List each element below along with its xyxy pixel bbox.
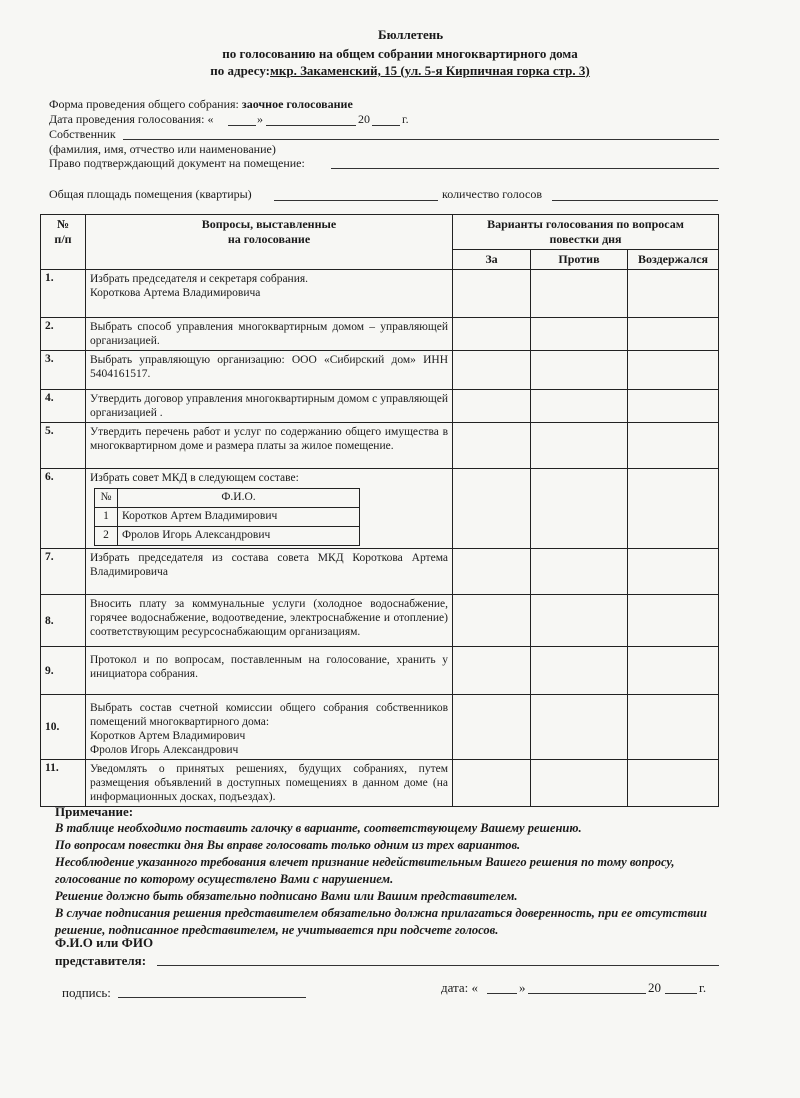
vote-za-cell[interactable] [453,549,531,595]
row-question: Уведомлять о принятых решениях, будущих собраниях, путем размещения объявлений в доступных помещениях в данном доме (на информационных досках, подъездах). [86,760,453,807]
date-month-line[interactable] [266,125,356,126]
vote-protiv-cell[interactable] [531,760,628,807]
vote-vozderzhalsya-cell[interactable] [628,390,719,423]
council-head-num: № [95,489,118,508]
row-num: 7. [41,549,86,595]
vote-protiv-cell[interactable] [531,549,628,595]
vote-vozderzhalsya-cell[interactable] [628,469,719,549]
table-header-row [41,215,719,250]
document-subtitle: по голосованию на общем собрании многоквартирного дома [222,46,578,61]
notes-title: Примечание: [55,804,134,819]
table-row [41,390,719,423]
date-year-line[interactable] [372,125,400,126]
header-za: За [453,250,531,270]
table-row [41,270,719,318]
owner-line[interactable] [123,139,719,140]
row-question: Утвердить договор управления многоквартирным домом с управляющей организацией . [86,390,453,423]
row-question: Выбрать управляющую организацию: ООО «Сибирский дом» ИНН 5404161517. [86,351,453,390]
table-row [41,318,719,351]
document-title: Бюллетень [378,27,444,42]
note-line: Решение должно быть обязательно подписано Вами или Вашим представителем. [55,889,518,903]
table-row [41,351,719,390]
row-num: 5. [41,423,86,469]
vote-vozderzhalsya-cell[interactable] [628,595,719,647]
right-doc-label: Право подтверждающий документ на помещение: [49,156,305,170]
row-question: Избрать председателя из состава совета МКД Короткова Артема Владимировича [86,549,453,595]
vote-za-cell[interactable] [453,595,531,647]
form-value: заочное голосование [241,97,353,111]
footer-date-year-line[interactable] [665,993,697,994]
council-row [95,527,360,546]
vote-protiv-cell[interactable] [531,270,628,318]
votes-label: количество голосов [442,187,543,201]
row-num: 8. [41,595,86,647]
vote-za-cell[interactable] [453,423,531,469]
row-question: Протокол и по вопросам, поставленным на голосование, хранить у инициатора собрания. [86,647,453,695]
vote-protiv-cell[interactable] [531,318,628,351]
row-question: Избрать совет МКД в следующем составе: [90,472,299,484]
vote-vozderzhalsya-cell[interactable] [628,760,719,807]
vote-za-cell[interactable] [453,647,531,695]
note-line: В таблице необходимо поставить галочку в варианте, соответствующему Вашему решению. [55,821,582,835]
header-num: № п/п [41,215,86,270]
right-doc-line[interactable] [331,168,719,169]
vote-vozderzhalsya-cell[interactable] [628,270,719,318]
header-vozderzhalsya: Воздержался [628,250,719,270]
council-fio: Коротков Артем Владимирович [118,508,360,527]
row-num: 3. [41,351,86,390]
footer-date-suffix: г. [699,980,707,995]
footer-date-year: 20 [648,980,661,995]
vote-protiv-cell[interactable] [531,423,628,469]
fio-label-1: Ф.И.О или ФИО [55,935,154,950]
council-head-fio: Ф.И.О. [118,489,360,508]
notes-block [55,803,735,939]
footer-date-month-line[interactable] [528,993,646,994]
row-num: 2. [41,318,86,351]
sign-label: подпись: [62,985,111,1000]
address-prefix: по адресу: [210,63,270,78]
owner-hint: (фамилия, имя, отчество или наименование) [49,142,276,156]
table-row [41,469,719,549]
header-protiv: Против [531,250,628,270]
row-question: Утвердить перечень работ и услуг по содержанию общего имущества в многоквартирном доме и размера платы за жилое помещение. [86,423,453,469]
vote-protiv-cell[interactable] [531,695,628,760]
vote-vozderzhalsya-cell[interactable] [628,647,719,695]
document-address [0,63,800,79]
votes-line[interactable] [552,200,718,201]
row-num: 9. [41,647,86,695]
row-num: 6. [41,469,86,549]
row-question: Вносить плату за коммунальные услуги (холодное водоснабжение, горячее водоснабжение, водоотведение, электроснабжение и отопление) соответствующим ресурсоснабжающим организациям. [86,595,453,647]
council-row [95,508,360,527]
representative-line[interactable] [157,965,719,966]
vote-za-cell[interactable] [453,270,531,318]
date-year: 20 [358,112,370,126]
council-num: 2 [95,527,118,546]
address-value: мкр. Закаменский, 15 (ул. 5-я Кирпичная горка стр. 3) [270,63,590,78]
signature-line[interactable] [118,997,306,998]
vote-vozderzhalsya-cell[interactable] [628,318,719,351]
vote-za-cell[interactable] [453,390,531,423]
table-row [41,423,719,469]
vote-vozderzhalsya-cell[interactable] [628,351,719,390]
row-question-council [86,469,453,549]
vote-vozderzhalsya-cell[interactable] [628,549,719,595]
table-row [41,549,719,595]
header-questions: Вопросы, выставленные на голосование [86,215,453,270]
fio-label-2: представителя: [55,953,147,968]
vote-protiv-cell[interactable] [531,351,628,390]
row-question: Избрать председателя и секретаря собрания. Короткова Артема Владимировича [86,270,453,318]
vote-za-cell[interactable] [453,318,531,351]
date-q: » [257,112,263,126]
table-row [41,647,719,695]
table-row [41,695,719,760]
council-num: 1 [95,508,118,527]
council-fio: Фролов Игорь Александрович [118,527,360,546]
vote-protiv-cell[interactable] [531,595,628,647]
footer-date-day-line[interactable] [487,993,517,994]
vote-za-cell[interactable] [453,351,531,390]
area-label: Общая площадь помещения (квартиры) [49,187,252,201]
voting-table [40,214,719,807]
row-question: Выбрать состав счетной комиссии общего собрания собственников помещений многоквартирного дома: Коротков Артем Владимирович Фролов Игорь Александрович [86,695,453,760]
row-num: 10. [41,695,86,760]
note-line: Несоблюдение указанного требования влечет признание недействительным Вашего решения по тому вопросу, голосование по которому осуществлено Вами с нарушением. [55,855,675,886]
table-row [41,760,719,807]
row-question: Выбрать способ управления многоквартирным домом – управляющей организацией. [86,318,453,351]
form-field [49,97,353,112]
vote-protiv-cell[interactable] [531,390,628,423]
vote-protiv-cell[interactable] [531,469,628,549]
note-line: По вопросам повестки дня Вы вправе голосовать только одним из трех вариантов. [55,838,521,852]
row-num: 11. [41,760,86,807]
row-num: 4. [41,390,86,423]
note-line: В случае подписания решения представителем обязательно должна прилагаться доверенность, при ее отсутствии решение, подписанное представителем, не учитывается при подсчете голосов. [55,906,707,937]
footer-date-label: дата: « [441,980,479,995]
area-line[interactable] [274,200,438,201]
vote-za-cell[interactable] [453,695,531,760]
form-label: Форма проведения общего собрания: [49,97,239,111]
owner-label: Собственник [49,127,116,141]
header-variants: Варианты голосования по вопросам повестки дня [453,215,719,250]
vote-vozderzhalsya-cell[interactable] [628,423,719,469]
vote-za-cell[interactable] [453,760,531,807]
row-num: 1. [41,270,86,318]
table-row [41,595,719,647]
date-suffix: г. [402,112,409,126]
date-label: Дата проведения голосования: « [49,112,214,126]
council-table [94,488,360,546]
date-day-line[interactable] [228,125,256,126]
vote-protiv-cell[interactable] [531,647,628,695]
footer-date-q: » [519,980,526,995]
vote-za-cell[interactable] [453,469,531,549]
vote-vozderzhalsya-cell[interactable] [628,695,719,760]
